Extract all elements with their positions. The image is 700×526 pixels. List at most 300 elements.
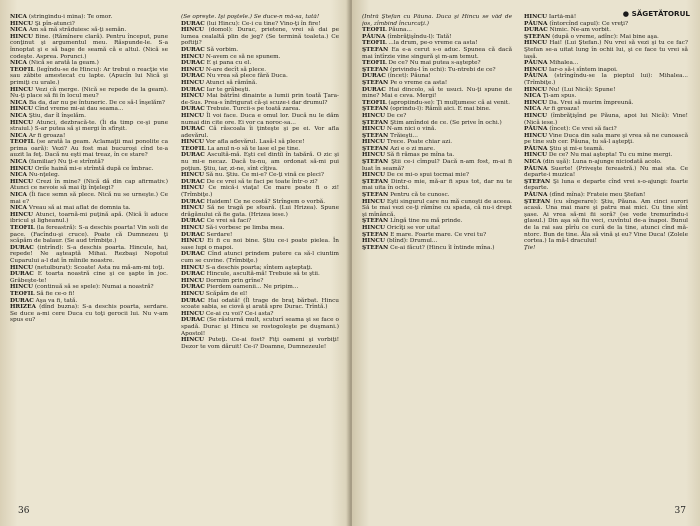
dialogue-line — [362, 47, 512, 60]
speaker-name: HINCU — [181, 238, 204, 245]
line-text: Ştim amîndoi de ce. (Se prive în ochi.) — [390, 119, 502, 126]
line-text: E mare. Foarte mare. Ce vrei tu? — [390, 231, 487, 238]
speaker-name: HINCU — [181, 337, 204, 344]
dialogue-line — [362, 80, 512, 87]
speaker-name: HINCU — [362, 112, 385, 119]
line-text: Pierdem oamenii... Ne pripim... — [206, 284, 299, 291]
speaker-name: ŞTEFAN — [362, 119, 389, 126]
dialogue-line — [10, 166, 168, 173]
line-text: Păuna... — [388, 27, 412, 34]
speaker-name: PĂUNA — [524, 73, 548, 80]
speaker-name: HINCU — [362, 152, 385, 159]
line-text: Ştiu şi mi-e teamă. — [549, 145, 604, 152]
dialogue-line — [10, 120, 168, 133]
line-text: Hincule, ascultă-mă! Trebuie să te ştii. — [206, 271, 320, 278]
speaker-name: HINCU — [181, 172, 204, 179]
speaker-name: HINCU — [181, 310, 204, 317]
speaker-name: HINCU — [181, 185, 204, 192]
speaker-name: TEOFIL — [10, 139, 35, 146]
speaker-name: DURAC — [181, 297, 205, 304]
line-text: Mihalea... — [549, 60, 579, 67]
line-text: Ţie! — [524, 244, 536, 251]
speaker-name: HINCU — [181, 264, 204, 271]
dialogue-line — [181, 47, 339, 54]
line-text: Hai odată! (Îl trage de braţ bărbat. Hincu scoate sabia, se ciovă şi arată spre Durac. Trîntă.) — [181, 297, 339, 311]
dialogue-line — [10, 87, 168, 100]
line-text: Oricîţi se vor uita! — [386, 225, 441, 231]
line-text: De ce? Nu mai putea s-aştepte? — [388, 60, 481, 67]
dialogue-line — [181, 278, 339, 285]
dialogue-line — [181, 298, 339, 311]
line-text: Vor afla adevărul. Lasă-l să plece! — [205, 139, 305, 146]
speaker-name: TEOFIL — [362, 40, 387, 47]
dialogue-line — [362, 238, 512, 245]
speaker-name: HINCU — [10, 264, 33, 271]
line-text: Ar fi groaza! — [542, 106, 580, 113]
speaker-name: DURAC — [181, 198, 205, 205]
dialogue-line — [181, 113, 339, 126]
dialogue-line — [10, 159, 168, 166]
dialogue-line — [181, 80, 339, 87]
speaker-name: HINCU — [181, 290, 204, 297]
line-text: Scăpăm de el! — [205, 290, 248, 297]
line-text: (îmbrăţişîndu-l): Tată! — [387, 33, 452, 40]
speaker-name: DURAC — [181, 46, 205, 53]
speaker-name: TEOFIL — [181, 145, 206, 152]
speaker-name: TEOFIL — [10, 290, 35, 297]
line-text: Trăieşti... — [390, 132, 418, 139]
speaker-name: NICA — [10, 159, 27, 166]
dialogue-line — [181, 73, 339, 80]
line-text: Suerte! (Priveşte fereastră.) Nu mai sta. Ce departe-i muzica! — [524, 165, 688, 179]
speaker-name: ŞTEFAN — [362, 79, 389, 86]
speaker-name: HINCU — [181, 66, 204, 73]
line-text: Ştii ce-i cîmpul? Dacă n-am fost, m-ai fi luat în seamă? — [362, 159, 512, 172]
dialogue-line — [181, 14, 339, 21]
speaker-name: ŞTEFAN — [524, 198, 551, 205]
dialogue-line — [10, 106, 168, 113]
speaker-name: HINCU — [362, 225, 385, 231]
line-text: (netulburat): Scoate! Asta nu mă-am-mi toţi. — [34, 264, 165, 271]
speaker-name: ŞTEFAN — [362, 178, 389, 185]
line-text: Dormim prin grîne? — [205, 277, 264, 284]
line-text: Oriîe haină mi-e strîmtă după ce îmbrac. — [34, 165, 154, 172]
line-text: Ascultă-mă. Eşti cel dintîi în tabără. O zic şi nu mi-e necaz. Dacă tu-nu, am ordonat să-mi pui poţiun. Ştiu, iar, zi-ne, sînt cîţiva. — [181, 152, 339, 172]
dialogue-line — [524, 133, 688, 146]
dialogue-line — [10, 271, 168, 284]
line-text: Da. Vrei să murim împreună. — [548, 99, 634, 106]
dialogue-line — [10, 67, 168, 87]
line-text: Iartă-mă! — [548, 14, 577, 20]
line-text: (întorcînd capul): Ce vreţi? — [549, 20, 629, 27]
dialogue-line — [10, 212, 168, 225]
dialogue-line — [362, 87, 512, 100]
line-text: Mai bătrîni dinainte a lumii prin toată Ţara-de-Sus. Prea-s înfrigurat că-şi scuze-i dar drumul? — [181, 93, 339, 106]
line-text: Ce vrei să faci? — [206, 218, 252, 225]
line-text: ...la drum, pe-o vreme ca asta! — [388, 40, 478, 47]
line-text: Hai dincolo, să te usuci. Nu-ţi spune de mine? Mai e ceva. Mergi! — [362, 86, 512, 100]
speaker-name: DURAC — [181, 178, 205, 185]
line-text: De ce mi-o spui tocmai mie? — [386, 172, 469, 179]
speaker-name: PĂUNA — [362, 33, 386, 40]
line-text: Vine Duca din sala mare şi vrea să ne cunoască pe tine sub cer. Păuna, tu să-l aştepţi. — [524, 132, 688, 146]
dialogue-line — [10, 245, 168, 265]
speaker-name: DURAC — [181, 20, 205, 27]
speaker-name: ŞTEFAN — [362, 218, 389, 225]
dialogue-line — [10, 172, 168, 179]
dialogue-line — [181, 251, 339, 264]
speaker-name: DURAC — [181, 73, 205, 80]
speaker-name: HINCU — [524, 14, 547, 20]
line-text: Că răscoala îi ţinteşte şi pe ei. Vor afla adevărul. — [181, 126, 339, 139]
line-text: (cu sîngerare): Ştiu, Păuna. Am cinci surori acasă. Una mai mare şi patru mai mici. Cu tine sînt şase. Ai vrea să-mi fii soră? (se vede tremurîndu-i glasul.) Din aşa să fiu veci, cuvîntul de-a înapoi. Bunul de la rai sau pîrîu ce cură de la tine, atunci cînd mă-ntorc. Bun de tine. Ăla să vină şi eu? Vine Duca! (Zolele cortea.) Ia mă-l dracului! — [524, 198, 688, 245]
line-text: Să vorbim. — [206, 46, 239, 53]
speaker-name: NICA — [10, 99, 27, 106]
speaker-name: NICA — [524, 159, 541, 166]
speaker-name: PĂUNA — [524, 20, 548, 27]
dialogue-line — [362, 245, 512, 252]
line-text: Vezi că merge. (Nică se repede de la geam). Nu-ţi place să fii în locul meu? — [10, 86, 168, 100]
left-page-column-2 — [181, 14, 339, 498]
line-text: Vreau să ai mai aflat de domnia ta. — [28, 205, 131, 212]
dialogue-line — [10, 192, 168, 205]
speaker-name: NICA — [10, 14, 27, 20]
dialogue-line — [524, 106, 688, 113]
dialogue-line — [10, 179, 168, 192]
speaker-name: HINCU — [524, 40, 547, 47]
speaker-name: DURAC — [10, 297, 34, 304]
right-page — [352, 0, 700, 526]
dialogue-line — [10, 284, 168, 291]
line-text: Ei fi cu noi bine. Ştiu ce-i poate pielea. În sase lupi o mapoi. — [181, 238, 339, 251]
speaker-name: TEOFIL — [362, 27, 387, 34]
line-text: Ştiu, dar îl înşelăm. — [28, 112, 86, 119]
line-text: La anul n-o să te lase el pe tine. — [207, 145, 301, 152]
dialogue-line — [10, 113, 168, 120]
dialogue-line — [10, 291, 168, 298]
line-text: (încet): Păuna! — [387, 73, 431, 80]
line-text: De ce? — [386, 112, 407, 119]
left-page-column-1 — [10, 14, 168, 498]
dialogue-line — [524, 199, 688, 245]
dialogue-line — [524, 159, 688, 166]
right-page-column-2 — [524, 14, 688, 498]
speaker-name: TEOFIL — [10, 66, 35, 73]
speaker-name: ŞTEFAN — [362, 106, 389, 113]
line-text: Să fi rămas pe mîna ta. — [386, 152, 455, 159]
speaker-name: NICA — [10, 27, 27, 34]
speaker-name: DURAC — [181, 231, 205, 238]
speaker-name: ŞTEFAN — [362, 244, 389, 251]
dialogue-line — [10, 304, 168, 324]
line-text: (Îi face semn să plece. Nică nu se urneşte.) Ce mai e? — [10, 192, 168, 205]
line-text: Pentru că te cunosc. — [390, 192, 450, 199]
speaker-name: DURAC — [181, 271, 205, 278]
speaker-name: HINCU — [181, 27, 204, 34]
line-text: Atunci, toarnă-mi puţină apă. (Nică îi aduce ibricul şi ligheanul.) — [10, 211, 168, 225]
speaker-name: TEOFIL — [362, 99, 387, 106]
page-number-right: 37 — [674, 506, 686, 516]
line-text: Crezi în mine? (Nică dă din cap afirmativ.) Atunci ce nevoie să mai îţi înţelegi? — [10, 178, 168, 192]
speaker-name: HINCU — [10, 119, 33, 126]
speaker-name: HINCU — [524, 112, 547, 119]
line-text: Nu vrea să plece fără Duca. — [206, 73, 288, 80]
dialogue-line — [181, 54, 339, 61]
dialogue-line — [10, 139, 168, 159]
speaker-name: DURAC — [10, 244, 34, 251]
line-text: Trebuie. Turcii-s pe toată zarea. — [206, 106, 301, 113]
dialogue-line — [362, 60, 512, 67]
line-text: (din uşă): Luna n-ajunge niciodată acolo. — [542, 159, 662, 166]
dialogue-line — [181, 317, 339, 337]
line-text: De ce? Nu mai aştepta! Tu cu mine mergi. — [548, 152, 673, 159]
speaker-name: HINCU — [181, 277, 204, 284]
speaker-name: NICA — [524, 106, 541, 113]
line-text: (oprindu-l): Rămîi aici. E mai bine. — [390, 106, 491, 113]
dialogue-line — [362, 14, 512, 27]
line-text: Cînd atunci prindem putere ca să-l ciuntim cum se cuvine. (Trîmbiţe.) — [181, 251, 339, 264]
speaker-name: HINCU — [362, 238, 385, 245]
line-text: (încet): Ce vrei să faci? — [549, 126, 617, 133]
line-text: Serdare! — [206, 231, 233, 238]
speaker-name: DURAC — [181, 152, 205, 159]
line-text: (Intră Ştefan cu Păuna. Duca şi Hincu se văd de jos, zîmbind încurcaţi.) — [362, 14, 512, 27]
line-text: (strîngîndu-i mîna): Te omor. — [28, 14, 113, 20]
dialogue-line — [362, 106, 512, 113]
speaker-name: HINCU — [181, 53, 204, 60]
line-text: (intrînd): S-a deschis poarta. Hincule, hai, repede! Ne aşteaptă Mihai. Rezbaşi Nopotul Cuparului a-l dat în mîinile noastre. — [10, 244, 168, 264]
speaker-name: HINCU — [181, 225, 204, 231]
line-text: Îl voi face. Duca e omul lor. Ducă nu le dăm numai din cite ore. Ei vor ca noroc-sa... — [181, 112, 339, 126]
line-text: Să fie ce-o fi! — [36, 290, 75, 297]
line-text: (strîngîndu-se la pieptul lui): Mihalea... (Trîmbiţe.) — [524, 73, 688, 86]
line-text: (Se opreşte. Îşi poştele.) Se duce-n mă-sa, tată! — [181, 14, 320, 20]
speaker-name: DURAC — [181, 284, 205, 291]
speaker-name: ŞTEFAN — [362, 145, 389, 152]
speaker-name: ŞTEFAN — [524, 33, 551, 40]
line-text: (se arată la geam. Aclamaţii mai ponolite ca prima oară): Vezi? Au fost mai bucuroşi cînd te-a auzit la feţ. Dacă nu eşti mai treaz, în ce stare? — [10, 139, 168, 159]
dialogue-line — [362, 218, 512, 225]
dialogue-line — [181, 238, 339, 251]
dialogue-line — [181, 60, 339, 67]
dialogue-line — [10, 27, 168, 34]
speaker-name: HINCU — [362, 198, 385, 205]
line-text: Cînd vreme mi-ai dau seama... — [34, 106, 124, 113]
dialogue-line — [524, 126, 688, 133]
dialogue-line — [524, 93, 688, 100]
line-text: E toarta noastră cine şi ce şapte în joc. Grăbeşte-te! — [10, 271, 168, 284]
line-text: (la fereastră): S-a deschis poarta! Vin soli de pace. (Facîndu-şi cruce). Poate că Dumnezeu ţi scăpăm de balaur. (Se aud trîmbiţe.) — [10, 225, 168, 245]
dialogue-line — [362, 139, 512, 146]
line-text: Aşa va fi, tată. — [35, 297, 78, 304]
dialogue-line — [181, 106, 339, 113]
speaker-name: ŞTEFAN — [362, 132, 389, 139]
line-text: (Nică se arată la geam.) — [28, 60, 99, 67]
speaker-name: HINCU — [181, 205, 204, 212]
line-text: Lîngă tine nu mă prinde. — [390, 218, 463, 225]
speaker-name: NICA — [10, 205, 27, 212]
dialogue-line — [10, 60, 168, 67]
dialogue-line — [362, 159, 512, 172]
line-text: (îmbrăţişînd pe Păuna, apoi lui Nică): Vine! (Nică iese.) — [524, 112, 688, 126]
dialogue-line — [181, 126, 339, 139]
line-text: Bine. (Rămînere clară). Pentru început, pune conţinut şi argumentul meu. Răspunde-le. S-a înnoptat şi e să bage de seamă că e altul. (Nică se codeşte. Asprea. Porunci.) — [10, 33, 168, 60]
line-text: Ce mică-i viaţa! Ce mare poate fi o zi! (Trîmbiţe.) — [181, 185, 339, 199]
speaker-name: DURAC — [524, 27, 548, 34]
right-page-column-1 — [362, 14, 512, 498]
dialogue-line — [524, 21, 688, 28]
speaker-name: TEOFIL — [362, 60, 387, 67]
dialogue-line — [524, 60, 688, 67]
dialogue-line — [10, 225, 168, 245]
speaker-name: PĂUNA — [524, 192, 548, 199]
line-text: Şi pîn-atunci? — [34, 20, 75, 27]
line-text: (privindu-l în ochi): Tu-ntrebi de ce? — [390, 66, 496, 73]
dialogue-line — [524, 113, 688, 126]
speaker-name: NICA — [10, 192, 27, 199]
line-text: Nu! (Lui Nică): Spune! — [548, 86, 616, 93]
speaker-name: HINCU — [181, 79, 204, 86]
speaker-name: PĂUNA — [524, 126, 548, 133]
line-text: Atunci să rămînă. — [205, 79, 258, 86]
speaker-name: NICA — [524, 93, 541, 100]
speaker-name: ŞTEFAN — [362, 231, 389, 238]
line-text: Pe o vreme ca asta! — [390, 79, 448, 86]
line-text: Am să mă străduiesc să-ţi semăn. — [28, 27, 127, 34]
line-text: De ce vrei să te faci pe toate într-o zi? — [206, 178, 318, 185]
speaker-name: HINCU — [524, 66, 547, 73]
dialogue-line — [524, 73, 688, 86]
dialogue-line — [524, 87, 688, 94]
dialogue-line — [181, 337, 339, 350]
dialogue-line — [10, 14, 168, 21]
speaker-name: NICA — [10, 132, 27, 139]
line-text: Ce-ai cu voi? Ce-i asta? — [205, 310, 274, 317]
line-text: E şi pana cu el. — [206, 60, 252, 67]
speaker-name: DURAC — [362, 73, 386, 80]
line-text: N-am nici o vină. — [386, 126, 437, 133]
line-text: Să nu. Ştiu. Ce mi-e? Ce-ţi vină ce pleci? — [205, 172, 324, 179]
speaker-name: PĂUNA — [524, 165, 548, 172]
speaker-name: DURAC — [10, 271, 34, 278]
speaker-name: HINCU — [362, 139, 385, 146]
line-text: Iar te grăbeşti. — [206, 86, 251, 93]
dialogue-line — [181, 172, 339, 179]
line-text: Azi e o zi mare. — [390, 145, 436, 152]
speaker-name: DURAC — [362, 86, 386, 93]
line-text: (Se răsturnă mult, scuturî seama şi se face o spadă. Durac şi Hincu se rostogoleşte pe duşmani.) Apostol! — [181, 317, 339, 337]
line-text: (domol): Durac, prietene, vrei să dai pe lumea cealaltă plin de jeg? (Se termină toaleta.) Ce poftiţi? — [181, 27, 339, 47]
line-text: Şi luna e departe cînd vrei s-o-ajungi: foarte departe. — [524, 178, 688, 192]
line-text: S-a deschis poarta; sîntem aşteptaţi. — [205, 264, 313, 271]
dialogue-line — [524, 40, 688, 60]
dialogue-line — [181, 27, 339, 47]
line-text: (blînd): Drumul... — [386, 238, 438, 245]
line-text: (după o vreme, adînc): Mai bine aşa. — [552, 33, 659, 40]
dialogue-line — [362, 225, 512, 232]
speaker-name: HINCU — [181, 112, 204, 119]
speaker-name: DURAC — [181, 126, 205, 133]
speaker-name: DURAC — [181, 60, 205, 67]
dialogue-line — [181, 93, 339, 106]
line-text: Să ne tragă pe sfoară. (Lui Hrizea). Spune drăgănului că fie gata. (Hrizea iese.) — [181, 205, 339, 218]
line-text: Ar fi groaza! — [28, 132, 66, 139]
line-text: (dînd mîna): Frateie meu Ştefan! — [549, 192, 646, 199]
line-text: Nimic. Ne-am vorbit. — [549, 27, 611, 34]
line-text: Ea e-a cerut s-o aduc. Spunea că dacă mai întîrzie vine singură şi m-am temut. — [362, 46, 512, 60]
dialogue-line — [181, 291, 339, 298]
line-text: (dînd buzna): S-a deschis poarta, serdare. Se duce a-mi cere Duca cu toţi gerocii lui. Nu v-am spus eu? — [10, 304, 168, 324]
dialogue-line — [524, 192, 688, 199]
speaker-name: DURAC — [181, 218, 205, 225]
magazine-header: ● SĂGETĂTORUL — [622, 9, 690, 18]
dialogue-line — [362, 172, 512, 179]
speaker-name: TEOFIL — [10, 225, 35, 231]
dialogue-line — [362, 27, 512, 34]
speaker-name: HINCU — [10, 86, 33, 93]
dialogue-line — [181, 284, 339, 291]
dialogue-line — [181, 271, 339, 278]
speaker-name: HINCU — [362, 172, 385, 179]
speaker-name: HRIZEA — [10, 304, 36, 311]
page-number-left: 36 — [18, 506, 30, 516]
speaker-name: DURAC — [181, 317, 205, 324]
line-text: Atunci, dezbracă-te. (Îi da timp ce-şi pune straiul.) S-ar putea să şi mergi în sfîrşit. — [10, 119, 168, 133]
line-text: (familiar) Nu ţi-e strîmtă? — [28, 159, 104, 166]
speaker-name: HINCU — [181, 139, 204, 146]
speaker-name: HINCU — [524, 132, 547, 139]
speaker-name: DURAC — [181, 86, 205, 93]
line-text: Ţi-am spus. — [542, 93, 577, 100]
line-text: Trece. Poate chiar azi. — [386, 139, 453, 146]
speaker-name: HINCU — [10, 20, 33, 27]
dialogue-line — [10, 34, 168, 60]
line-text: (legîndu-se de Hincu): Ar trebui o reacţie vie sau zăbite amestecat cu lapte. (Apucîn lui Nică şi primiţi cu urale.) — [10, 66, 168, 86]
speaker-name: DURAC — [181, 106, 205, 113]
speaker-name: HINCU — [10, 178, 33, 185]
speaker-name: HINCU — [362, 126, 385, 133]
dialogue-line — [181, 139, 339, 146]
speaker-name: HINCU — [10, 284, 33, 291]
speaker-name: NICA — [10, 60, 27, 67]
speaker-name: PĂUNA — [524, 60, 548, 67]
dialogue-line — [524, 179, 688, 192]
line-text: Iar-o să-i sîntem inapoi. — [548, 66, 618, 73]
dialogue-line — [362, 199, 512, 219]
dialogue-line — [181, 225, 339, 232]
line-text: Să-i vorbesc pe limba mea. — [205, 225, 285, 231]
line-text: (apropiindu-se): Ţi mulţumesc că ai venit. — [388, 99, 510, 106]
speaker-name: NICA — [10, 112, 27, 119]
speaker-name: ŞTEFAN — [362, 66, 389, 73]
line-text: Dintr-o mie, mă-ar fi spus tot, dar nu te mai uita în ochi. — [362, 178, 512, 192]
line-text: N-are decît să plece. — [205, 66, 267, 73]
dialogue-line — [181, 185, 339, 198]
dialogue-line — [362, 73, 512, 80]
speaker-name: PĂUNA — [524, 145, 548, 152]
dialogue-line — [362, 192, 512, 199]
dialogue-line — [362, 126, 512, 133]
speaker-name: ŞTEFAN — [362, 159, 389, 166]
line-text: (lui Hincu): Ce-i cu tine? Vino-ţi în fire! — [206, 20, 321, 27]
speaker-name: HINCU — [10, 165, 33, 172]
speaker-name: ŞTEFAN — [524, 178, 551, 185]
line-text: Hai! (Lui Ştefan.) Nu vrei să vezi şi tu ce fac? Ştefan se-a uitat lung în ochii lui, şi ce face tu vrei să iasă. — [524, 40, 688, 60]
dialogue-line — [181, 205, 339, 218]
speaker-name: HINCU — [524, 99, 547, 106]
dialogue-line — [362, 133, 512, 140]
speaker-name: NICA — [10, 172, 27, 179]
